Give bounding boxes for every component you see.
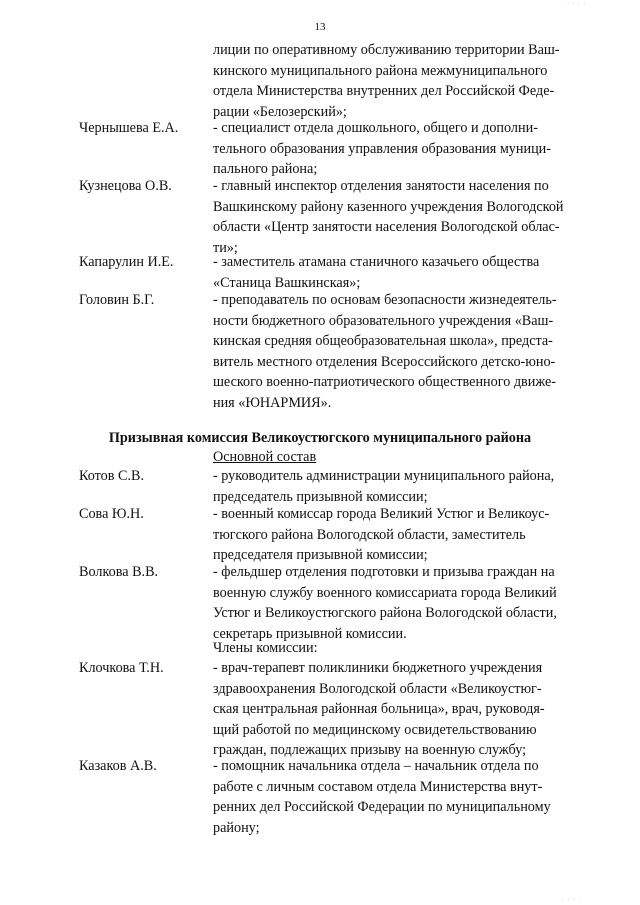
description-line: ренних дел Российской Федерации по муниципальному bbox=[213, 799, 551, 815]
entry-description bbox=[213, 658, 591, 761]
description-line: отдела Министерства внутренних дел Российской Феде- bbox=[213, 83, 555, 99]
description-line: - помощник начальника отдела – начальник отдела по bbox=[213, 758, 539, 774]
member-name: Котов С.В. bbox=[79, 468, 145, 484]
section-subtitle: Основной состав bbox=[213, 449, 317, 465]
member-name: Волкова В.В. bbox=[79, 564, 159, 580]
entry-description bbox=[213, 176, 591, 258]
description-line: ская центральная районная больница», врач, руководя- bbox=[213, 701, 545, 717]
description-line: - преподаватель по основам безопасности жизнедеятель- bbox=[213, 292, 557, 308]
description-line: ти»; bbox=[213, 239, 238, 256]
description-line: военную службу военного комиссариата города Великий bbox=[213, 584, 557, 601]
description-line: кинского муниципального района межмуниципального bbox=[213, 62, 548, 79]
description-line: - руководитель администрации муниципального района, bbox=[213, 468, 555, 484]
description-line: председатель призывной комиссии; bbox=[213, 488, 428, 505]
entry-description bbox=[213, 40, 591, 122]
description-line: тюгского района Вологодской области, заместитель bbox=[213, 526, 526, 543]
description-line: Вашкинскому району казенного учреждения Вологодской bbox=[213, 198, 564, 215]
description-line: - специалист отдела дошкольного, общего и дополни- bbox=[213, 120, 538, 136]
description-line: щий работой по медицинскому освидетельствованию bbox=[213, 721, 537, 738]
description-line: району; bbox=[213, 819, 260, 836]
description-line: здравоохранения Вологодской области «Великоустюг- bbox=[213, 680, 542, 697]
entry-description bbox=[213, 756, 591, 838]
member-name: Клочкова Т.Н. bbox=[79, 660, 164, 676]
description-line: рации «Белозерский»; bbox=[213, 103, 347, 120]
description-line: - заместитель атамана станичного казачьего общества bbox=[213, 254, 540, 270]
description-line: Устюг и Великоустюгского района Вологодской области, bbox=[213, 605, 557, 621]
scan-mark-bottom: · · · · bbox=[562, 897, 582, 903]
description-line: председателя призывной комиссии; bbox=[213, 547, 428, 563]
description-line: - врач-терапевт поликлиники бюджетного учреждения bbox=[213, 660, 543, 676]
member-name: Казаков А.В. bbox=[79, 758, 157, 774]
member-name: Кузнецова О.В. bbox=[79, 178, 172, 194]
page-number: 13 bbox=[314, 21, 326, 33]
entry-description bbox=[213, 562, 591, 644]
member-name: Чернышева Е.А. bbox=[79, 120, 179, 136]
description-line: витель местного отделения Всероссийского детско-юно- bbox=[213, 353, 556, 370]
description-line: ности бюджетного образовательного учреждения «Ваш- bbox=[213, 312, 554, 329]
description-line: - главный инспектор отделения занятости населения по bbox=[213, 178, 549, 194]
description-line: граждан, подлежащих призыву на военную службу; bbox=[213, 742, 527, 758]
entry-description bbox=[213, 290, 591, 413]
entry-description bbox=[213, 118, 591, 180]
section-title: Призывная комиссия Великоустюгского муниципального района bbox=[108, 430, 532, 446]
description-line: секретарь призывной комиссии. bbox=[213, 625, 407, 642]
description-line: тельного образования управления образования муници- bbox=[213, 140, 551, 157]
member-name: Капарулин И.Е. bbox=[79, 254, 174, 270]
description-line: шеского военно-патриотического общественного движе- bbox=[213, 374, 556, 390]
description-line: - фельдшер отделения подготовки и призыва граждан на bbox=[213, 564, 555, 580]
member-name: Головин Б.Г. bbox=[79, 292, 155, 308]
description-line: - военный комиссар города Великий Устюг и Великоус- bbox=[213, 506, 550, 522]
entry-description bbox=[213, 252, 591, 293]
description-line: ния «ЮНАРМИЯ». bbox=[213, 394, 332, 411]
description-line: «Станица Вашкинская»; bbox=[213, 274, 361, 291]
entry-description bbox=[213, 466, 591, 507]
entry-description bbox=[213, 504, 591, 566]
description-line: работе с личным составом отдела Министерства внут- bbox=[213, 778, 543, 795]
description-line: пального района; bbox=[213, 161, 318, 177]
description-line: области «Центр занятости населения Вологодской облас- bbox=[213, 219, 560, 235]
member-name: Сова Ю.Н. bbox=[79, 506, 144, 522]
scan-mark-top: · · · · bbox=[567, 1, 587, 7]
description-line: кинская средняя общеобразовательная школа», предста- bbox=[213, 333, 553, 349]
members-label: Члены комиссии: bbox=[213, 640, 318, 656]
description-line: лиции по оперативному обслуживанию территории Ваш- bbox=[213, 42, 560, 58]
